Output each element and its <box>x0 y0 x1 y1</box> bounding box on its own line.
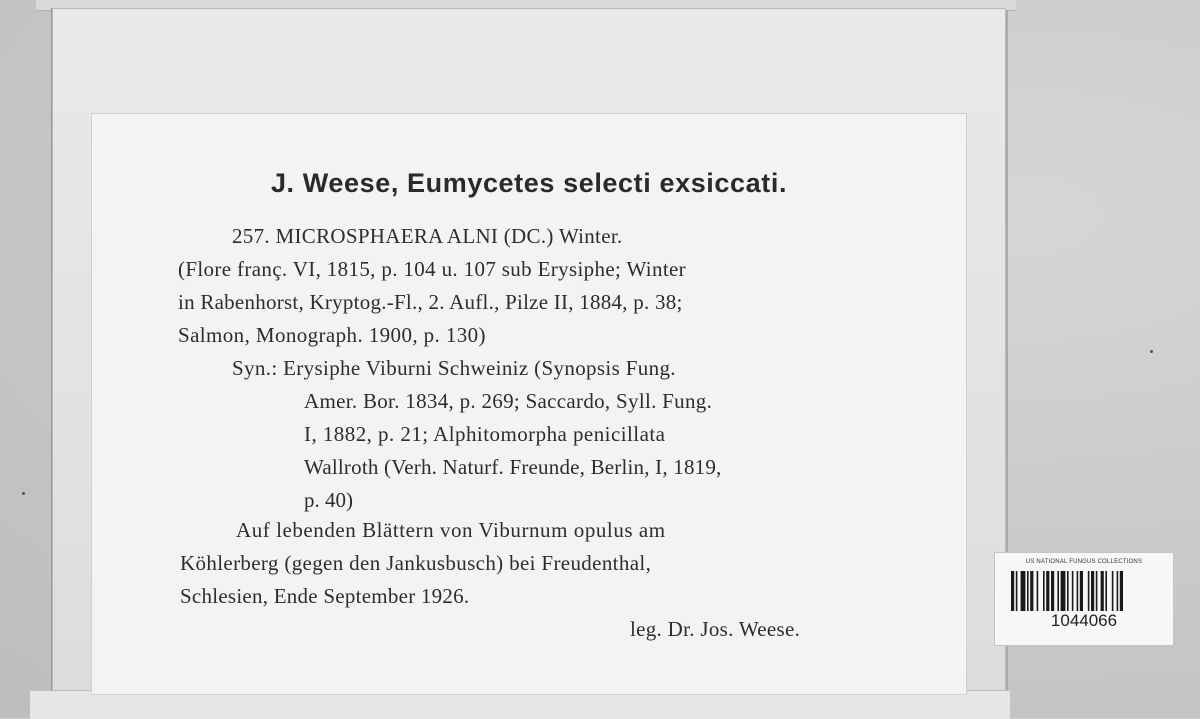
barcode-caption: US NATIONAL FUNGUS COLLECTIONS <box>1025 559 1143 565</box>
barcode-stripe <box>1101 571 1104 611</box>
barcode-stripe <box>1117 571 1119 611</box>
barcode-stripe <box>1046 571 1049 611</box>
barcode-stripe <box>1077 571 1079 611</box>
synonym-line: Amer. Bor. 1834, p. 269; Saccardo, Syll. Fung. <box>304 389 713 413</box>
reference-line: in Rabenhorst, Kryptog.-Fl., 2. Aufl., Pilze II, 1884, p. 38; <box>178 290 683 314</box>
barcode-stripe <box>1072 571 1074 611</box>
synonym-line: p. 40) <box>304 488 353 512</box>
barcode-stripe <box>1043 571 1045 611</box>
reference-line: Salmon, Monograph. 1900, p. 130) <box>178 323 486 347</box>
herbarium-label <box>92 114 966 694</box>
synonym-line: Syn.: Erysiphe Viburni Schweiniz (Synopsis Fung. <box>232 356 676 380</box>
barcode-stripe <box>1061 571 1066 611</box>
barcode-stripe <box>1105 571 1107 611</box>
collector-line: leg. Dr. Jos. Weese. <box>630 617 801 641</box>
barcode-stripe <box>1030 571 1033 611</box>
label-title: J. Weese, Eumycetes selecti exsiccati. <box>270 168 788 198</box>
barcode-stripe <box>1067 571 1069 611</box>
dust-speck <box>1150 350 1153 353</box>
synonym-line: Wallroth (Verh. Naturf. Freunde, Berlin, I, 1819, <box>304 455 722 479</box>
barcode-label <box>994 552 1174 646</box>
reference-line: (Flore franç. VI, 1815, p. 104 u. 107 sub Erysiphe; Winter <box>178 257 687 281</box>
barcode-stripe <box>1112 571 1114 611</box>
barcode-stripe <box>1037 571 1039 611</box>
barcode-stripe <box>1080 571 1083 611</box>
barcode-stripe <box>1011 571 1014 611</box>
barcode-stripe <box>1027 571 1029 611</box>
barcode-stripe <box>1091 571 1094 611</box>
packet-bottom-strip <box>30 690 1010 719</box>
barcode-stripe <box>1051 571 1054 611</box>
habitat-line: Schlesien, Ende September 1926. <box>180 584 470 608</box>
barcode-number: 1044066 <box>1050 611 1118 630</box>
barcode-stripe <box>1057 571 1059 611</box>
barcode-stripe <box>1016 571 1018 611</box>
habitat-line: Auf lebenden Blättern von Viburnum opulus am <box>236 518 666 542</box>
species-name: 257. MICROSPHAERA ALNI (DC.) Winter. <box>232 224 623 248</box>
habitat-line: Köhlerberg (gegen den Jankusbusch) bei Freudenthal, <box>180 551 652 575</box>
barcode-bars <box>1011 571 1157 611</box>
barcode-stripe <box>1021 571 1026 611</box>
barcode-stripe <box>1088 571 1090 611</box>
barcode-stripe <box>1096 571 1098 611</box>
dust-speck <box>22 492 25 495</box>
barcode-stripe <box>1120 571 1123 611</box>
synonym-line: I, 1882, p. 21; Alphitomorpha penicillata <box>304 422 666 446</box>
